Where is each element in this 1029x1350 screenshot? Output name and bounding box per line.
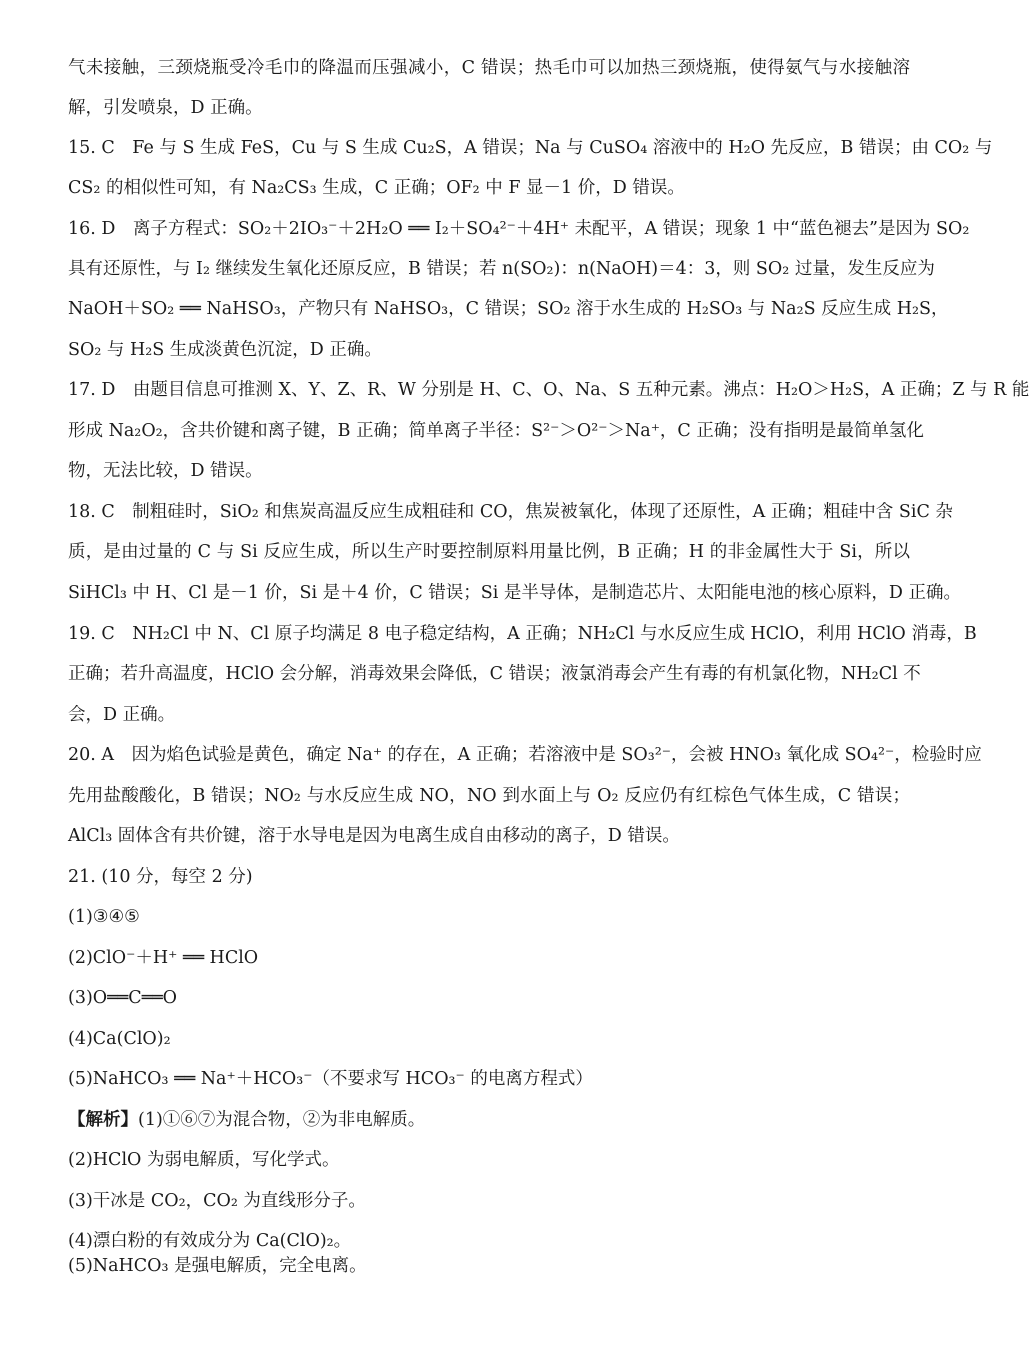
answer-18-line: 18. C 制粗硅时，SiO₂ 和焦炭高温反应生成粗硅和 CO，焦炭被氧化，体现了还原性，A 正确；粗硅中含 SiC 杂 (68, 502, 953, 522)
sub-answer-4: (4)Ca(ClO)₂ (68, 1029, 171, 1049)
text-line: NaOH＋SO₂ ══ NaHSO₃，产物只有 NaHSO₃，C 错误；SO₂ 溶于水生成的 H₂SO₃ 与 Na₂S 反应生成 H₂S， (68, 299, 949, 319)
answer-20-line: 20. A 因为焰色试验是黄色，确定 Na⁺ 的存在，A 正确；若溶液中是 SO₃²⁻，会被 HNO₃ 氧化成 SO₄²⁻，检验时应 (68, 745, 982, 765)
text-line: 质，是由过量的 C 与 Si 反应生成，所以生产时要控制原料用量比例，B 正确；H 的非金属性大于 Si，所以 (68, 542, 910, 562)
answer-15-line: 15. C Fe 与 S 生成 FeS，Cu 与 S 生成 Cu₂S，A 错误；Na 与 CuSO₄ 溶液中的 H₂O 先反应，B 错误；由 CO₂ 与 (68, 138, 993, 158)
analysis-text: (1)①⑥⑦为混合物，②为非电解质。 (138, 1110, 426, 1130)
text-line: 正确；若升高温度，HClO 会分解，消毒效果会降低，C 错误；液氯消毒会产生有毒的有机氯化物，NH₂Cl 不 (68, 664, 921, 684)
text-line: 形成 Na₂O₂，含共价键和离子键，B 正确；简单离子半径：S²⁻＞O²⁻＞Na⁺，C 正确；没有指明是最简单氢化 (68, 421, 924, 441)
text-line: 物，无法比较，D 错误。 (68, 461, 263, 481)
text-line: 气未接触，三颈烧瓶受冷毛巾的降温而压强减小，C 错误；热毛巾可以加热三颈烧瓶，使得氨气与水接触溶 (68, 58, 910, 78)
text-line: 会，D 正确。 (68, 705, 176, 725)
text-line: SO₂ 与 H₂S 生成淡黄色沉淀，D 正确。 (68, 340, 382, 360)
sub-answer-5: (5)NaHCO₃ ══ Na⁺＋HCO₃⁻（不要求写 HCO₃⁻ 的电离方程式） (68, 1069, 593, 1089)
answer-21-header: 21. (10 分，每空 2 分) (68, 867, 253, 887)
text-line: 解，引发喷泉，D 正确。 (68, 98, 263, 118)
text-line: CS₂ 的相似性可知，有 Na₂CS₃ 生成，C 正确；OF₂ 中 F 显－1 价，D 错误。 (68, 178, 685, 198)
sub-answer-3: (3)O══C══O (68, 988, 178, 1008)
answer-19-line: 19. C NH₂Cl 中 N、Cl 原子均满足 8 电子稳定结构，A 正确；NH₂Cl 与水反应生成 HClO，利用 HClO 消毒，B (68, 624, 977, 644)
text-line: 先用盐酸酸化，B 错误；NO₂ 与水反应生成 NO，NO 到水面上与 O₂ 反应仍有红棕色气体生成，C 错误； (68, 786, 910, 806)
analysis-line: (4)漂白粉的有效成分为 Ca(ClO)₂。 (68, 1231, 352, 1251)
analysis-line (68, 1108, 910, 1132)
sub-answer-2: (2)ClO⁻＋H⁺ ══ HClO (68, 948, 259, 968)
text-line: AlCl₃ 固体含有共价键，溶于水导电是因为电离生成自由移动的离子，D 错误。 (68, 826, 680, 846)
sub-answer-1: (1)③④⑤ (68, 907, 140, 927)
analysis-tag: 【解析】 (68, 1110, 138, 1130)
analysis-line: (2)HClO 为弱电解质，写化学式。 (68, 1150, 340, 1170)
cut-off-line (68, 1256, 910, 1278)
cut-off-text: (5)NaHCO₃ 是强电解质，完全电离。 (68, 1256, 367, 1276)
answer-17-line: 17. D 由题目信息可推测 X、Y、Z、R、W 分别是 H、C、O、Na、S 五种元素。沸点：H₂O＞H₂S，A 正确；Z 与 R 能 (68, 380, 1029, 400)
text-line: 具有还原性，与 I₂ 继续发生氧化还原反应，B 错误；若 n(SO₂)：n(NaOH)＝4：3，则 SO₂ 过量，发生反应为 (68, 259, 935, 279)
text-line: SiHCl₃ 中 H、Cl 是－1 价，Si 是＋4 价，C 错误；Si 是半导体，是制造芯片、太阳能电池的核心原料，D 正确。 (68, 583, 962, 603)
answer-16-line: 16. D 离子方程式：SO₂＋2IO₃⁻＋2H₂O ══ I₂＋SO₄²⁻＋4H⁺ 未配平，A 错误；现象 1 中“蓝色褪去”是因为 SO₂ (68, 219, 970, 239)
analysis-line: (3)干冰是 CO₂，CO₂ 为直线形分子。 (68, 1191, 366, 1211)
